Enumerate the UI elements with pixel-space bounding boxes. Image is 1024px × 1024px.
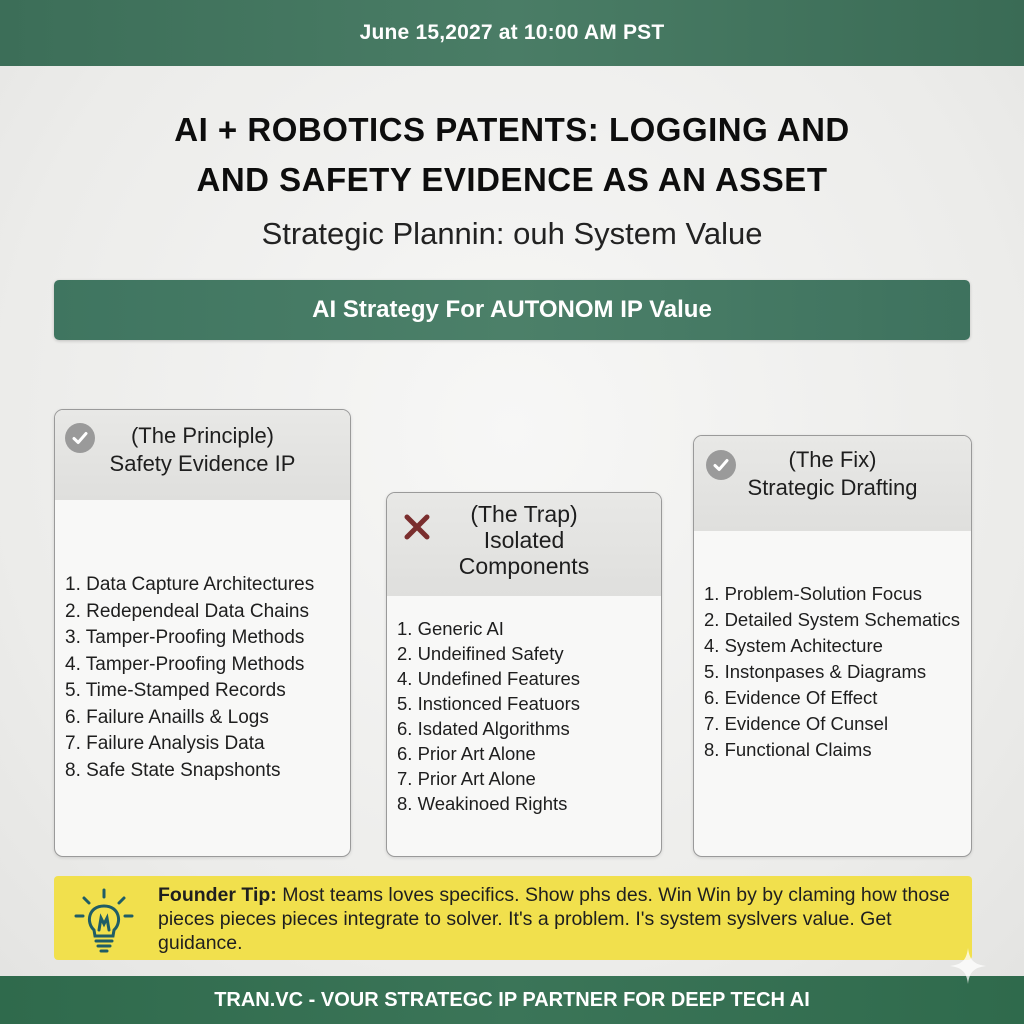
- list-item: 7. Failure Analysis Data: [65, 733, 265, 754]
- founder-tip-text: [158, 883, 958, 955]
- card-trap-heading-line-3: Components: [458, 553, 590, 579]
- founder-tip-box: [54, 876, 972, 960]
- list-item: 4. Tamper-Proofing Methods: [65, 653, 305, 675]
- list-item: 5. Instionced Featuors: [397, 693, 581, 714]
- strategy-banner: [54, 280, 970, 340]
- list-item: 8. Safe State Snapshonts: [65, 759, 281, 781]
- card-principle-heading-line-1: (The Principle): [130, 423, 275, 448]
- list-item: 7. Evidence Of Cunsel: [704, 713, 889, 734]
- list-item: 1. Data Capture Architectures: [65, 574, 315, 595]
- x-icon: [403, 513, 431, 547]
- list-item: 8. Weakinoed Rights: [397, 793, 568, 814]
- footer-bar: [0, 976, 1024, 1024]
- list-item: 3. Tamper-Proofing Methods: [65, 627, 305, 648]
- founder-tip-body: Most teams loves specifics. Show phs des. Win Win by by claming how those pieces pieces pieces integrate to solver. It's a problem. I's system syslvers value. Get guidance.: [158, 884, 950, 954]
- title-line-1: AI + ROBOTICS PATENTS: LOGGING AND: [174, 111, 850, 148]
- list-item: 6. Failure Anaills & Logs: [65, 706, 269, 728]
- check-circle-icon: [706, 450, 736, 480]
- list-item: 6. Evidence Of Effect: [704, 687, 878, 708]
- list-item: 1. Generic AI: [397, 618, 504, 639]
- list-item: 5. Time-Stamped Records: [65, 680, 286, 701]
- card-trap: [386, 492, 662, 857]
- list-item: 6. Prior Art Alone: [397, 743, 536, 764]
- list-item: 8. Functional Claims: [704, 739, 872, 760]
- fix-list: [704, 581, 960, 763]
- list-item: 2. Detailed System Schematics: [704, 609, 961, 630]
- sparkle-icon: [948, 946, 988, 986]
- card-trap-heading-line-1: (The Trap): [470, 501, 578, 527]
- card-fix-heading-line-1: (The Fix): [788, 447, 877, 472]
- date-header-bar: [0, 0, 1024, 66]
- lightbulb-icon: [70, 886, 138, 954]
- subtitle: Strategic Plannin: ouh System Value: [261, 216, 763, 251]
- list-item: 1. Problem-Solution Focus: [704, 583, 922, 604]
- list-item: 4. System Achitecture: [704, 635, 883, 656]
- card-fix-heading-line-2: Strategic Drafting: [747, 475, 918, 500]
- list-item: 7. Prior Art Alone: [397, 768, 536, 789]
- banner-text: AI Strategy For AUTONOM IP Value: [312, 296, 712, 323]
- card-principle-heading-line-2: Safety Evidence IP: [109, 451, 296, 476]
- check-circle-icon: [65, 423, 95, 453]
- card-principle-heading: [55, 410, 350, 500]
- founder-tip-label: Founder Tip:: [158, 884, 277, 906]
- event-date: June 15,2027 at 10:00 AM PST: [359, 21, 665, 44]
- list-item: 4. Undefined Features: [397, 668, 581, 689]
- list-item: 6. Isdated Algorithms: [397, 718, 570, 739]
- principle-list: [65, 572, 314, 784]
- card-fix: [693, 435, 972, 857]
- list-item: 5. Instonpases & Diagrams: [704, 661, 927, 682]
- title-line-2: AND SAFETY EVIDENCE AS AN ASSET: [196, 161, 828, 198]
- list-item: 2. Redependeal Data Chains: [65, 600, 310, 622]
- list-item: 2. Undeifined Safety: [397, 643, 564, 664]
- card-fix-heading: [694, 436, 971, 531]
- footer-text: TRAN.VC - VOUR STRATEGC IP PARTNER FOR DEEP TECH AI: [214, 988, 810, 1011]
- card-trap-heading-line-2: Isolated: [483, 527, 565, 553]
- trap-list: [397, 616, 580, 816]
- card-principle: [54, 409, 351, 857]
